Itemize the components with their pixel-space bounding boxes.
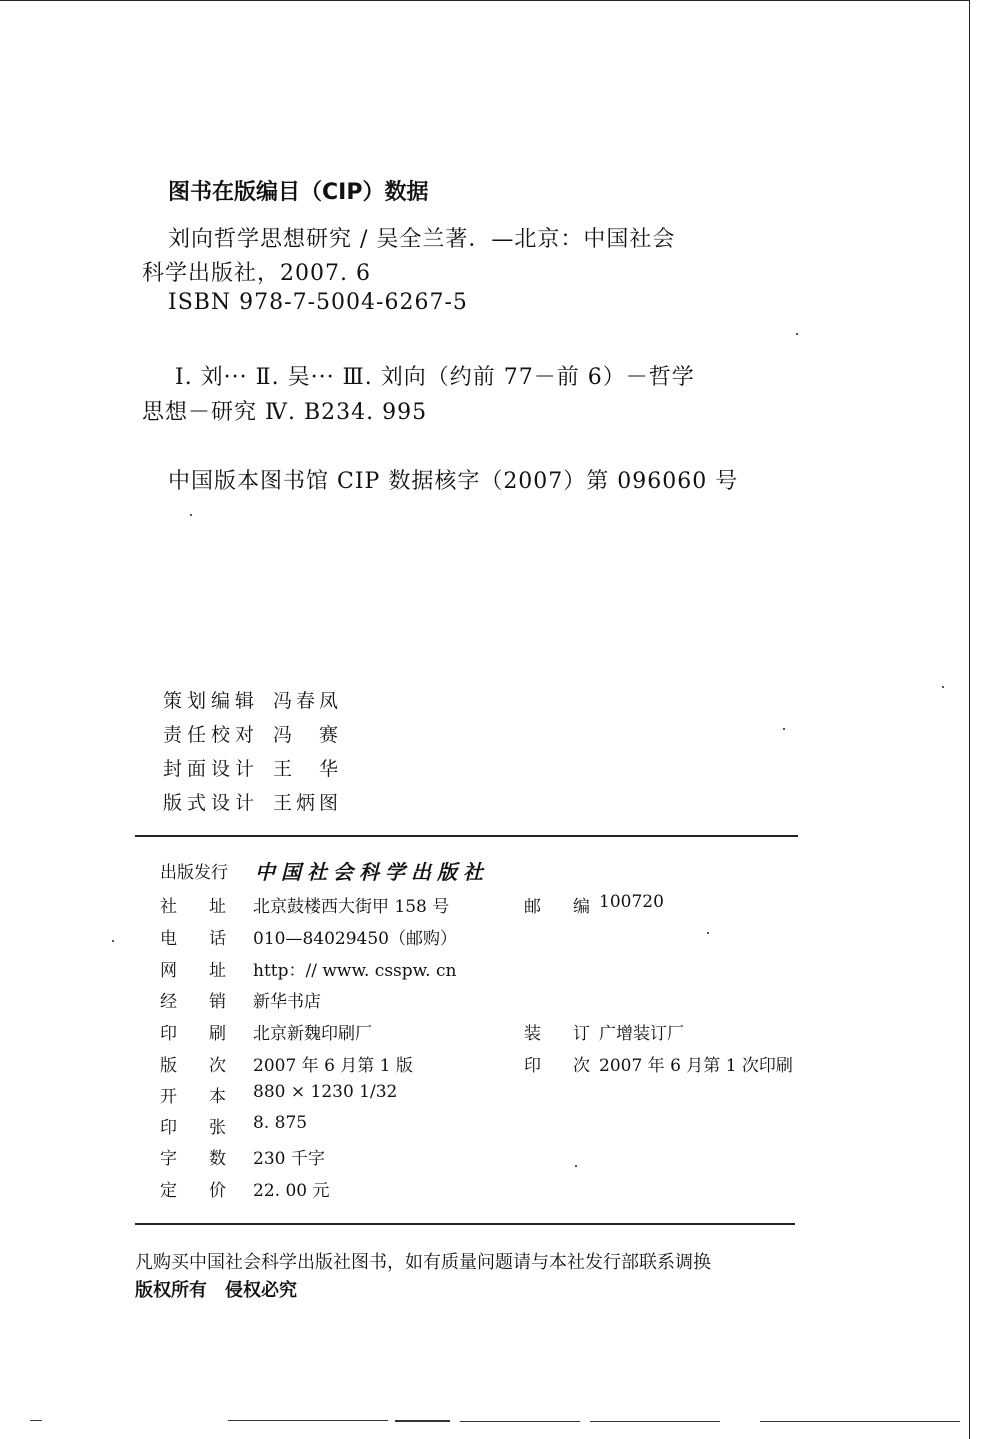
scan-artifact-line (30, 1420, 42, 1421)
field-value: 北京新魏印刷厂 (253, 1024, 372, 1044)
publication-row (160, 956, 800, 980)
scan-speck (796, 333, 798, 335)
publication-row (160, 1113, 800, 1137)
field-label: 印张 (160, 1118, 258, 1138)
publication-row (160, 1144, 800, 1168)
field-label: 开本 (160, 1087, 258, 1107)
publication-row (160, 892, 800, 916)
cip-verification-number: 中国版本图书馆 CIP 数据核字（2007）第 096060 号 (168, 469, 739, 494)
scan-artifact-line (460, 1421, 580, 1422)
publication-row (160, 1051, 800, 1075)
field-value: 880 × 1230 1/32 (253, 1082, 398, 1102)
scan-artifact-line (760, 1421, 960, 1422)
field-label: 版次 (160, 1056, 258, 1076)
publication-row (160, 987, 800, 1011)
credit-role: 封面设计 (163, 758, 260, 780)
publisher-label: 出版发行 (160, 863, 228, 883)
field-value: 010—84029450（邮购） (253, 929, 457, 949)
credit-name: 王炳图 (273, 792, 343, 814)
scan-artifact-line (228, 1420, 388, 1421)
field-label: 印次 (524, 1056, 622, 1076)
copyright-notice: 版权所有 侵权必究 (135, 1280, 297, 1301)
page-border-top (0, 0, 970, 1)
field-label: 字数 (160, 1149, 258, 1169)
field-label: 定价 (160, 1181, 258, 1201)
cip-isbn: ISBN 978-7-5004-6267-5 (168, 290, 468, 315)
cip-classification-1: Ⅰ. 刘··· Ⅱ. 吴··· Ⅲ. 刘向（约前 77－前 6）－哲学 (175, 365, 695, 390)
credit-role: 策划编辑 (163, 690, 260, 712)
scan-speck (942, 686, 944, 688)
credit-name: 王 华 (273, 758, 343, 780)
quality-notice: 凡购买中国社会科学出版社图书，如有质量问题请与本社发行部联系调换 (135, 1252, 711, 1273)
field-value: 北京鼓楼西大街甲 158 号 (253, 897, 450, 917)
field-label: 经销 (160, 992, 258, 1012)
field-value: 22. 00 元 (253, 1181, 330, 1201)
cip-classification-2: 思想－研究 Ⅳ. B234. 995 (142, 400, 428, 425)
publication-row (160, 1019, 800, 1043)
scan-artifact-line (395, 1420, 450, 1422)
scan-speck (707, 932, 709, 934)
credit-row (163, 686, 423, 713)
field-label: 邮编 (524, 897, 622, 917)
field-value: 100720 (599, 892, 664, 912)
credit-role: 责任校对 (163, 724, 260, 746)
scan-speck (190, 514, 192, 516)
field-label: 电话 (160, 929, 258, 949)
cip-title-line: 刘向哲学思想研究 / 吴全兰著．—北京：中国社会 (168, 227, 676, 252)
field-value: 广增装订厂 (599, 1024, 684, 1044)
field-value: 8. 875 (253, 1113, 308, 1133)
field-value: 新华书店 (253, 992, 321, 1012)
credit-name: 冯春凤 (273, 690, 343, 712)
credit-row (163, 720, 423, 747)
publication-row (160, 1176, 800, 1200)
credit-row (163, 788, 423, 815)
credit-row (163, 754, 423, 781)
credit-role: 版式设计 (163, 792, 260, 814)
publication-row (160, 924, 800, 948)
publisher-name: 中国社会科学出版社 (255, 860, 489, 884)
field-value: 230 千字 (253, 1149, 325, 1169)
field-label: 装订 (524, 1024, 622, 1044)
field-value: http：// www. csspw. cn (253, 961, 457, 981)
field-label: 印刷 (160, 1024, 258, 1044)
cip-heading: 图书在版编目（CIP）数据 (168, 180, 429, 205)
divider-bottom (135, 1223, 795, 1225)
page-border-right (969, 0, 970, 1439)
divider-top (135, 835, 798, 837)
scan-speck (575, 1165, 577, 1167)
scan-artifact-line (590, 1421, 720, 1422)
field-label: 社址 (160, 897, 258, 917)
scan-speck (112, 940, 114, 942)
field-value: 2007 年 6 月第 1 版 (253, 1056, 413, 1076)
publication-row (160, 1082, 800, 1106)
field-label: 网址 (160, 961, 258, 981)
cip-imprint-line: 科学出版社，2007. 6 (142, 261, 371, 286)
field-value: 2007 年 6 月第 1 次印刷 (599, 1056, 793, 1076)
credit-name: 冯 赛 (273, 724, 343, 746)
scan-speck (783, 728, 785, 730)
